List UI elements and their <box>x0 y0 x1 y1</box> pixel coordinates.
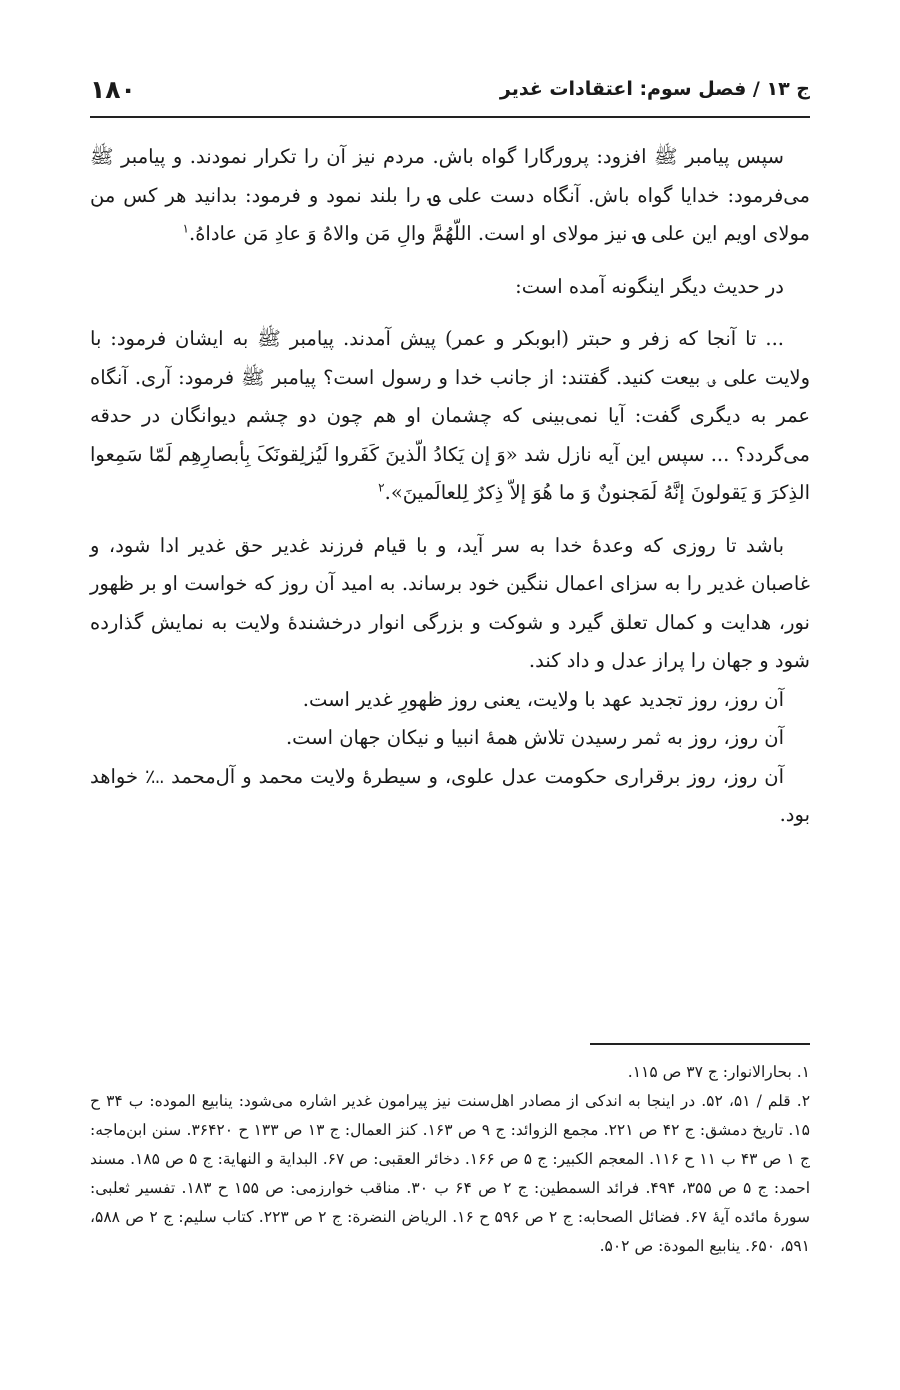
footnotes <box>90 1058 810 1261</box>
footnote-1: ۱. بحارالانوار: ج ۳۷ ص ۱۱۵. <box>627 1063 810 1081</box>
closing-line-3: آن روز، روز برقراری حکومت عدل علوی، و سیطرهٔ ولایت محمد و آل‌محمد ؊ خواهد بود. <box>90 764 810 826</box>
page-number: ۱۸۰ <box>90 74 136 104</box>
closing-line-2: آن روز، روز به ثمر رسیدن تلاش همهٔ انبیا و نیکان جهان است. <box>285 726 784 749</box>
book-page <box>90 0 810 1390</box>
paragraph-1 <box>90 138 810 254</box>
page-header <box>90 72 810 106</box>
closing-line-1: آن روز، روز تجدید عهد با ولایت، یعنی روز ظهورِ غدیر است. <box>302 687 784 711</box>
running-title: ج ۱۳ / فصل سوم: اعتقادات غدیر <box>499 78 810 100</box>
paragraph-4: باشد تا روزی که وعدهٔ خدا به سر آید، و با قیام فرزند غدیر حق غدیر ادا شود، و غاصبان غدیر را به سزای اعمال ننگین خود برساند. به امید آن روز که خواست او بر ظهور نور، هدایت و کمال تعلق گیرد و شوکت و بزرگی انوار درخشندهٔ ولایت به نمایش گذارده شود و جهان را پراز عدل و داد کند. <box>90 533 810 672</box>
footnote-ref-1: ۱ <box>182 221 189 236</box>
header-divider <box>90 116 810 118</box>
main-text <box>90 138 810 835</box>
footnote-ref-2: ۲ <box>378 480 385 495</box>
footnote-2: ۲. قلم / ۵۱، ۵۲. در اینجا به اندکی از مصادر اهل‌سنت نیز پیرامون غدیر اشاره می‌شود: ینابیع الموده: ب ۳۴ ح ۱۵. تاریخ دمشق: ج ۴۲ ص ۲۲۱. مجمع الزوائد: ج ۹ ص ۱۶۳. کنز العمال: ج ۱۳ ص ۱۳۳ ح ۳۶۴۲۰. سنن ابن‌ماجه: ج ۱ ص ۴۳ ب ۱۱ ح ۱۱۶. المعجم الکبیر: ج ۵ ص ۱۶۶. دخائر العقبی: ص ۶۷. البدایة و النهایة: ج ۵ ص ۱۸۵. مسند احمد: ج ۵ ص ۳۵۵، ۴۹۴. فرائد السمطین: ج ۲ ص ۶۴ ب ۳۰. مناقب خوارزمی: ص ۱۵۵ ح ۱۸۳. تفسیر ثعلبی: سورهٔ مائده آیهٔ ۶۷. فضائل الصحابه: ج ۲ ص ۵۹۶ ح ۱۶. الریاض النضرة: ج ۲ ص ۲۲۳. کتاب سلیم: ج ۲ ص ۵۸۸، ۵۹۱، ۶۵۰. ینابیع المودة: ص ۵۰۲. <box>90 1092 811 1255</box>
paragraph-2: در حدیث دیگر اینگونه آمده است: <box>515 274 784 298</box>
paragraph-3-text: ... تا آنجا که زفر و حبتر (ابوبکر و عمر) پیش آمدند. پیامبر ﷺ به ایشان فرمود: با ولایت علی ؈ بیعت کنید. گفتند: از جانب خدا و رسول است؟ پیامبر ﷺ فرمود: آری. آنگاه عمر به دیگری گفت: آیا نمی‌بینی که چشمان او هم چون دو چشم دیوانگان در حدقه می‌گردد؟ ... سپس این آیه نازل شد «وَ إن یَکادُ الّذینَ کَفَروا لَیُزلِقونَکَ بِأبصارِهِم لَمّا سَمِعوا الذِکرَ وَ یَقولونَ إنَّهُ لَمَجنونٌ وَ ما هُوَ إلاّ ذِکرٌ لِلعالَمینَ». <box>90 327 810 504</box>
footnote-divider <box>590 1043 810 1045</box>
paragraph-1-text: سپس پیامبر ﷺ افزود: پرورگارا گواه باش. مردم نیز آن را تکرار نمودند. و پیامبر ﷺ می‌فرمود: خدایا گواه باش. آنگاه دست علی ؈ را بلند نمود و فرمود: بدانید هر کس من مولای اویم این علی ؈ نیز مولای او است. اللّهُمَّ والِ مَن والاهُ وَ عادِ مَن عاداهُ. <box>90 145 810 245</box>
paragraph-3 <box>90 320 810 513</box>
